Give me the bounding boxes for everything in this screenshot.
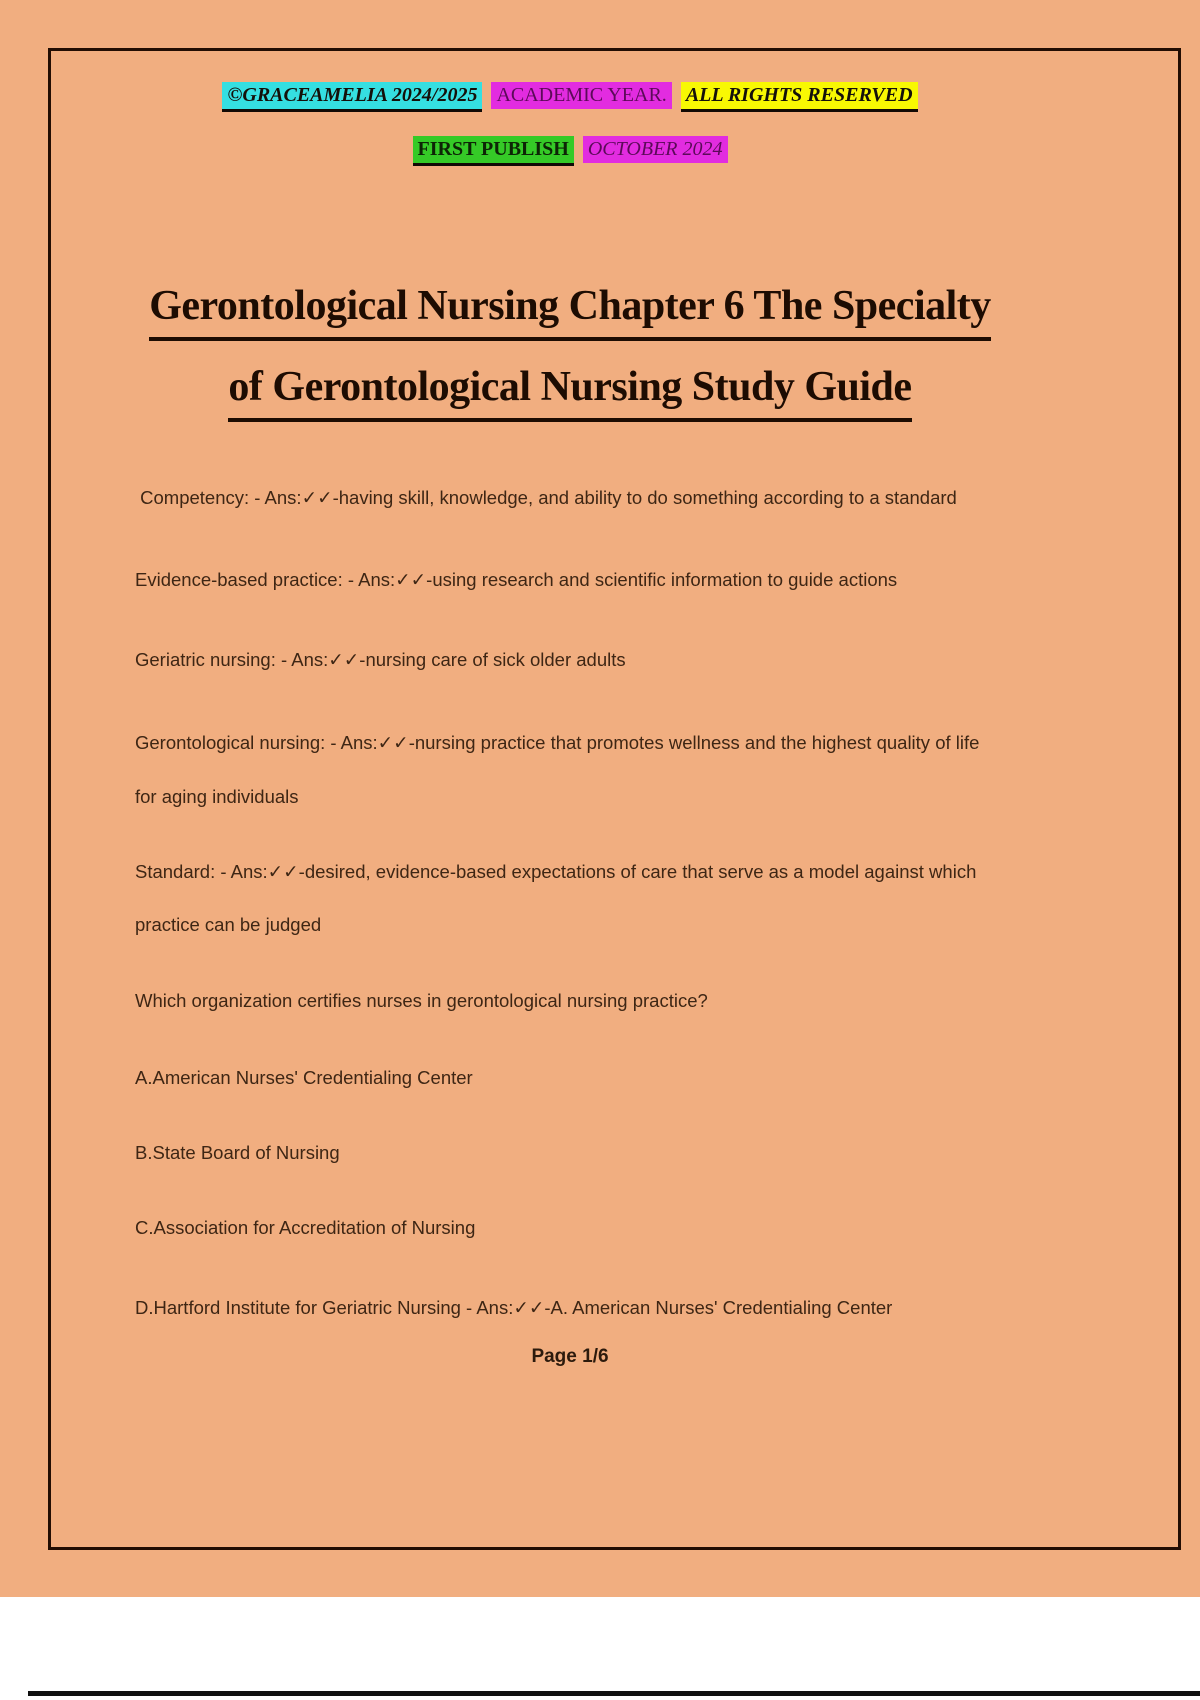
next-page-top-border xyxy=(28,1691,1200,1696)
body-line-geriatric-nursing: Geriatric nursing: - Ans:✓✓-nursing care of sick older adults xyxy=(135,649,626,670)
body-line-standard-1: Standard: - Ans:✓✓-desired, evidence-based expectations of care that serve as a model against which xyxy=(135,861,977,882)
rights-reserved-text: ALL RIGHTS RESERVED xyxy=(681,82,918,112)
body-line-competency: Competency: - Ans:✓✓-having skill, knowledge, and ability to do something according to a standard xyxy=(135,487,957,508)
page-number: Page 1/6 xyxy=(531,1346,609,1367)
body-line-standard-2: practice can be judged xyxy=(135,914,322,935)
academic-year-text: ACADEMIC YEAR. xyxy=(491,82,671,109)
body-line-gerontological-2: for aging individuals xyxy=(135,786,299,807)
document-title-line-2: of Gerontological Nursing Study Guide xyxy=(135,363,1005,422)
copyright-header-line xyxy=(135,82,1005,112)
first-publish-text: FIRST PUBLISH xyxy=(413,136,574,166)
copyright-text: ©GRACEAMELIA 2024/2025 xyxy=(222,82,482,112)
page-gap xyxy=(0,1597,1200,1700)
body-line-option-a: A.American Nurses' Credentialing Center xyxy=(135,1067,473,1088)
body-line-gerontological-1: Gerontological nursing: - Ans:✓✓-nursing practice that promotes wellness and the highest quality of life xyxy=(135,732,980,753)
body-line-option-c: C.Association for Accreditation of Nursing xyxy=(135,1217,476,1238)
body-line-option-d-answer: D.Hartford Institute for Geriatric Nursing - Ans:✓✓-A. American Nurses' Credentialing Center xyxy=(135,1297,893,1318)
document-title-line-1: Gerontological Nursing Chapter 6 The Specialty xyxy=(135,282,1005,341)
body-line-option-b: B.State Board of Nursing xyxy=(135,1142,340,1163)
publish-date-text: OCTOBER 2024 xyxy=(583,136,728,163)
body-line-question: Which organization certifies nurses in gerontological nursing practice? xyxy=(135,990,708,1011)
publish-header-line xyxy=(135,136,1005,166)
body-line-evidence-based: Evidence-based practice: - Ans:✓✓-using research and scientific information to guide actions xyxy=(135,569,898,590)
